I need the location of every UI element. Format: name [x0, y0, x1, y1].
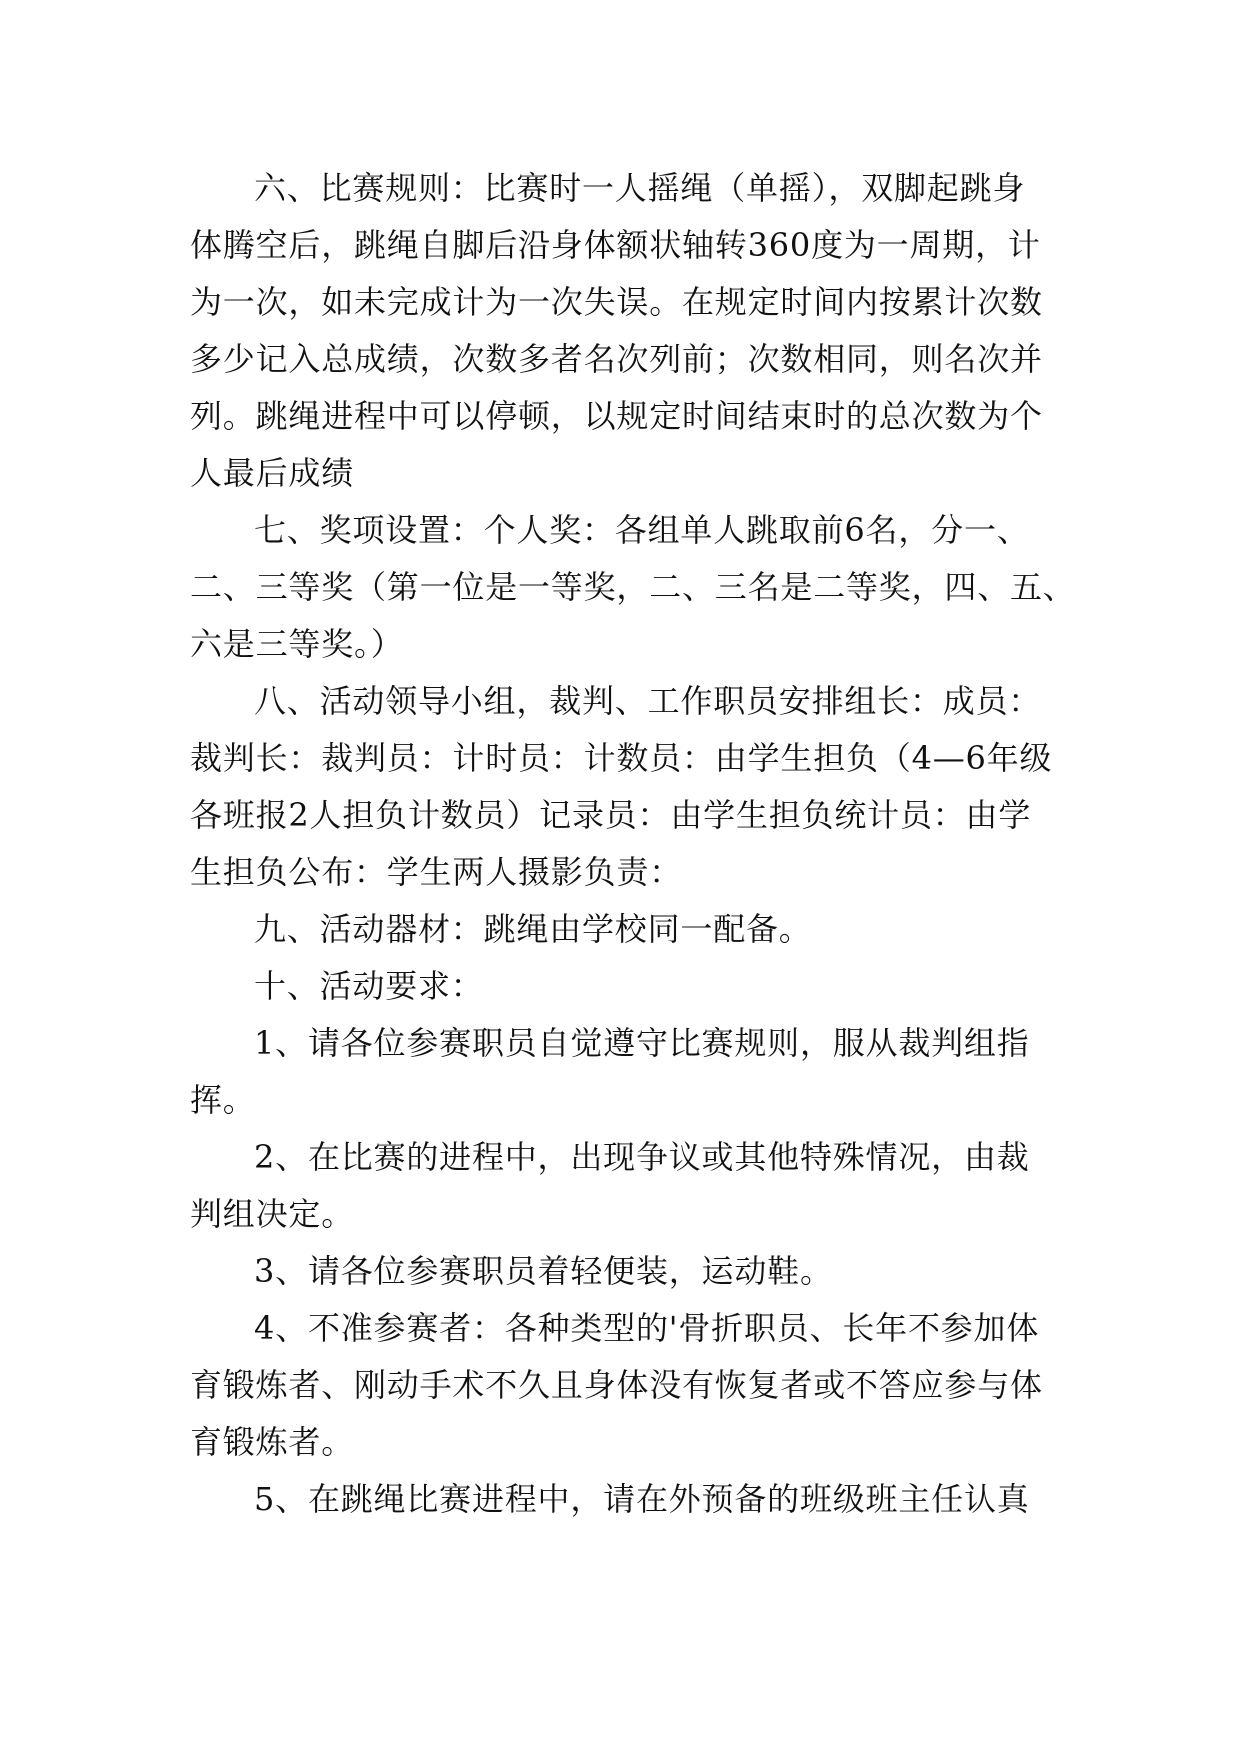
requirement-3-line-1: 3、请各位参赛职员着轻便装，运动鞋。 [254, 1252, 833, 1290]
paragraph-8-line-3: 各班报2人担负计数员）记录员：由学生担负统计员：由学 [190, 796, 1032, 834]
requirement-2-line-2: 判组决定。 [190, 1195, 355, 1233]
paragraph-8-line-2: 裁判长：裁判员：计时员：计数员：由学生担负（4—6年级 [190, 739, 1053, 777]
paragraph-7-line-2: 二、三等奖（第一位是一等奖，二、三名是二等奖，四、五、 [190, 568, 1076, 606]
paragraph-6-line-3: 为一次，如未完成计为一次失误。在规定时间内按累计次数 [190, 283, 1043, 321]
paragraph-8-line-1: 八、活动领导小组，裁判、工作职员安排组长：成员： [254, 682, 1042, 720]
requirement-4-line-2: 育锻炼者、刚动手术不久且身体没有恢复者或不答应参与体 [190, 1366, 1043, 1404]
paragraph-6-line-1: 六、比赛规则：比赛时一人摇绳（单摇），双脚起跳身 [254, 169, 1026, 207]
paragraph-7-line-1: 七、奖项设置：个人奖：各组单人跳取前6名，分一、 [254, 511, 1030, 549]
requirement-4-line-3: 育锻炼者。 [190, 1423, 355, 1461]
paragraph-8-line-4: 生担负公布：学生两人摄影负责： [190, 853, 683, 891]
requirement-4-line-1: 4、不准参赛者：各种类型的'骨折职员、长年不参加体 [254, 1309, 1040, 1347]
paragraph-6-line-2: 体腾空后，跳绳自脚后沿身体额状轴转360度为一周期，计 [190, 226, 1041, 264]
requirement-5-line-1: 5、在跳绳比赛进程中，请在外预备的班级班主任认真 [254, 1480, 1030, 1518]
paragraph-9-line-1: 九、活动器材：跳绳由学校同一配备。 [254, 910, 812, 948]
paragraph-6-line-6: 人最后成绩 [190, 454, 355, 492]
paragraph-6-line-4: 多少记入总成绩，次数多者名次列前；次数相同，则名次并 [190, 340, 1043, 378]
paragraph-7-line-3: 六是三等奖。） [190, 625, 404, 663]
requirement-2-line-1: 2、在比赛的进程中，出现争议或其他特殊情况，由裁 [254, 1138, 1030, 1176]
paragraph-6-line-5: 列。跳绳进程中可以停顿，以规定时间结束时的总次数为个 [190, 397, 1043, 435]
paragraph-10-line-1: 十、活动要求： [254, 967, 484, 1005]
requirement-1-line-2: 挥。 [190, 1081, 256, 1119]
requirement-1-line-1: 1、请各位参赛职员自觉遵守比赛规则，服从裁判组指 [254, 1024, 1030, 1062]
